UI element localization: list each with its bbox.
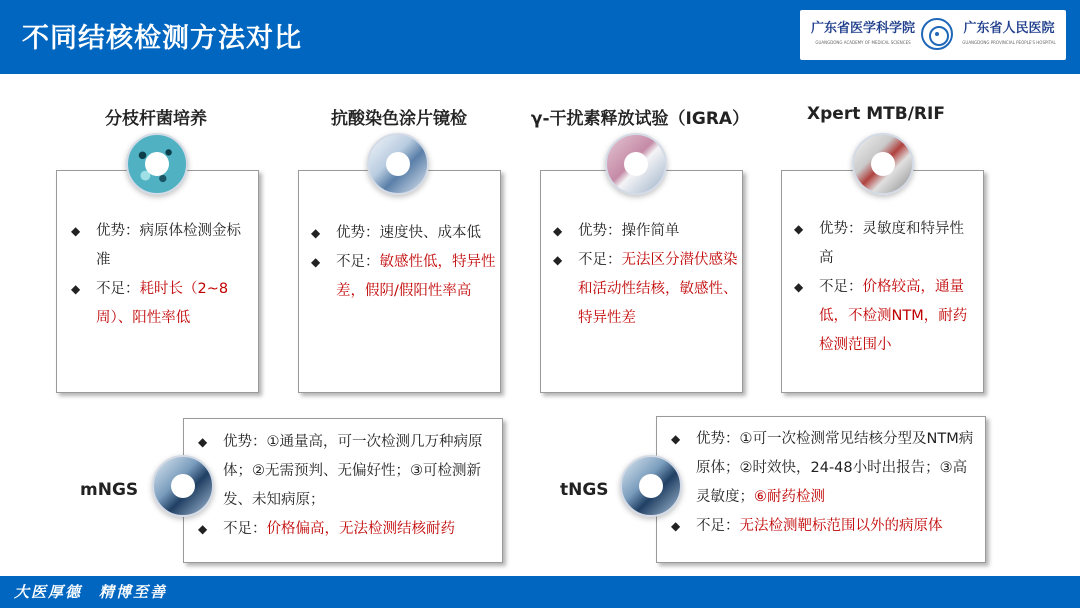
disadvantage-label: 不足：: [336, 254, 380, 270]
disadvantage-label: 不足：: [223, 521, 267, 537]
academy-name: 广东省医学科学院: [810, 21, 915, 36]
advantage-text: 病原体检测金标准: [96, 223, 241, 268]
footer-bar: [0, 576, 1080, 608]
card-content: [671, 425, 977, 541]
disadvantage-text: 价格偏高，无法检测结核耐药: [266, 521, 455, 537]
academy-name-en: GUANGDONG ACADEMY OF MEDICAL SCIENCES: [815, 40, 911, 45]
disadvantage-item: [794, 273, 970, 360]
disadvantage-label: 不足：: [696, 518, 740, 534]
bullet-diamond-icon: ◆: [553, 224, 563, 238]
advantage-label: 优势：: [96, 223, 140, 239]
advantage-text: 速度快、成本低: [379, 225, 481, 241]
microscope-icon: [367, 133, 429, 195]
disadvantage-text: 无法检测靶标范围以外的病原体: [739, 518, 943, 534]
bullet-diamond-icon: ◆: [553, 253, 563, 267]
bullet-diamond-icon: ◆: [794, 280, 804, 294]
sequencer-icon: [152, 455, 214, 517]
card-content: [71, 217, 251, 333]
disadvantage-item: [553, 246, 739, 333]
hospital-name: 广东省人民医院: [963, 21, 1055, 36]
disadvantage-item: [198, 515, 498, 544]
advantage-item: [71, 217, 251, 275]
page-title: 不同结核检测方法对比: [22, 23, 302, 54]
disadvantage-item: [71, 275, 251, 333]
bullet-diamond-icon: ◆: [198, 522, 208, 536]
advantage-label: 优势：: [578, 223, 622, 239]
hospital-seal-icon: [921, 18, 953, 50]
hospital-name-en: GUANGDONG PROVINCIAL PEOPLE'S HOSPITAL: [962, 40, 1056, 45]
disadvantage-label: 不足：: [96, 281, 140, 297]
advantage-text: ①可一次检测常见结核分型及NTM病原体；②时效快，24-48小时出报告；③高灵敏度；: [696, 431, 974, 505]
bullet-diamond-icon: ◆: [671, 519, 681, 533]
card-content: [198, 428, 498, 544]
advantage-highlight-text: ⑥耐药检测: [754, 489, 825, 505]
advantage-label: 优势：: [336, 225, 380, 241]
bullet-diamond-icon: ◆: [198, 435, 208, 449]
bacteria-culture-icon: [126, 133, 188, 195]
method-title-smear: 抗酸染色涂片镜检: [331, 109, 467, 129]
hospital-logo: [800, 10, 1066, 60]
tngs-label: tNGS: [560, 480, 609, 500]
method-card-xpert: [781, 170, 984, 393]
advantage-label: 优势：: [223, 434, 267, 450]
blood-sample-icon: [605, 133, 667, 195]
advantage-item: [198, 428, 498, 515]
advantage-item: [311, 219, 497, 248]
advantage-text: 灵敏度和特异性高: [819, 221, 964, 266]
pcr-instrument-icon: [852, 133, 914, 195]
academy-logo: [808, 17, 918, 45]
advantage-text: 操作简单: [621, 223, 680, 239]
bullet-diamond-icon: ◆: [671, 432, 681, 446]
advantage-label: 优势：: [696, 431, 740, 447]
disadvantage-text: 价格较高，通量低，不检测NTM，耐药检测范围小: [819, 279, 968, 353]
card-content: [794, 215, 970, 360]
method-card-igra: [540, 170, 743, 393]
method-title-culture: 分枝杆菌培养: [105, 109, 207, 129]
mngs-label: mNGS: [80, 480, 139, 500]
bullet-diamond-icon: ◆: [794, 222, 804, 236]
disadvantage-label: 不足：: [578, 252, 622, 268]
hospital-wordmark: [957, 17, 1061, 45]
method-title-igra: γ-干扰素释放试验（IGRA）: [530, 109, 750, 129]
header-bar: [0, 0, 1080, 74]
tngs-card: [656, 416, 986, 563]
method-title-xpert: Xpert MTB/RIF: [807, 104, 945, 124]
card-content: [553, 217, 739, 333]
advantage-label: 优势：: [819, 221, 863, 237]
disadvantage-label: 不足：: [819, 279, 863, 295]
sequencer-icon: [620, 455, 682, 517]
advantage-item: [671, 425, 977, 512]
bullet-diamond-icon: ◆: [71, 282, 81, 296]
method-card-smear: [298, 170, 501, 393]
bullet-diamond-icon: ◆: [311, 255, 321, 269]
advantage-item: [794, 215, 970, 273]
mngs-card: [183, 418, 503, 563]
disadvantage-text: 无法区分潜伏感染和活动性结核，敏感性、特异性差: [578, 252, 738, 326]
disadvantage-item: [311, 248, 497, 306]
advantage-item: [553, 217, 739, 246]
disadvantage-text: 耗时长（2~8周）、阳性率低: [96, 281, 229, 326]
card-content: [311, 219, 497, 306]
disadvantage-item: [671, 512, 977, 541]
disadvantage-text: 敏感性低，特异性差，假阴/假阳性率高: [336, 254, 496, 299]
advantage-text: ①通量高，可一次检测几万种病原体；②无需预判、无偏好性；③可检测新发、未知病原；: [223, 434, 483, 508]
bullet-diamond-icon: ◆: [311, 226, 321, 240]
footer-slogan: 大医厚德 精博至善: [14, 583, 168, 601]
bullet-diamond-icon: ◆: [71, 224, 81, 238]
method-card-culture: [56, 170, 259, 393]
